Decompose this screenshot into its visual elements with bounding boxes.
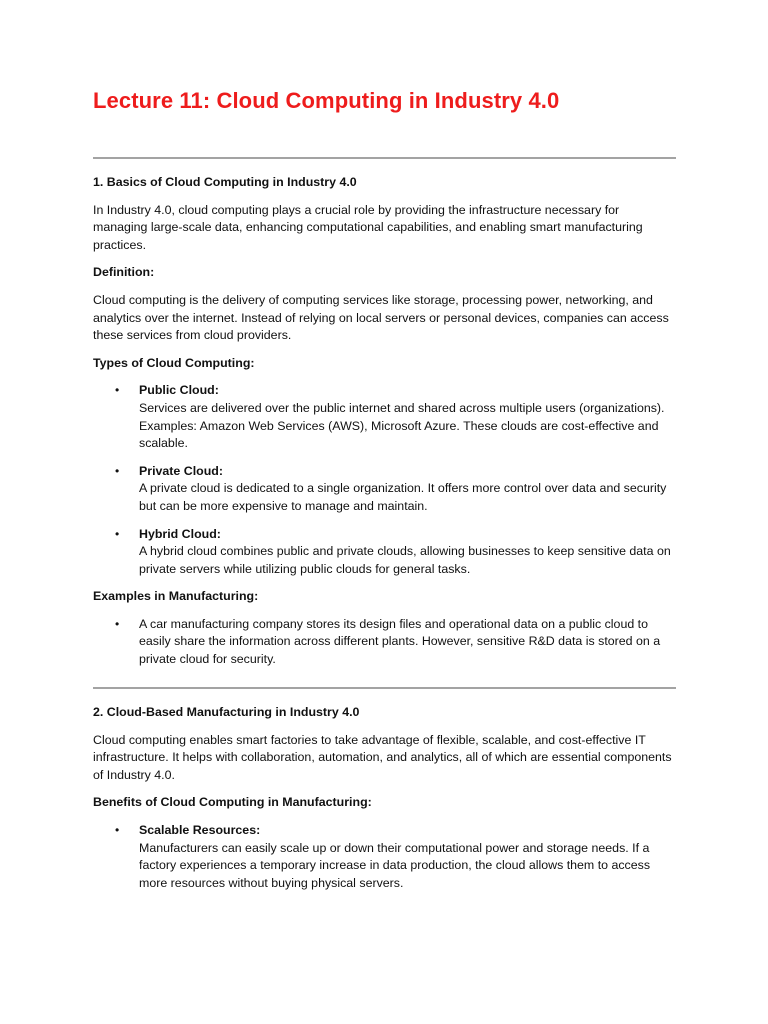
definition-text: Cloud computing is the delivery of computing services like storage, processing power, networking, and analytics over the internet. Instead of relying on local servers or personal devices, companies can access these services from cloud providers. bbox=[93, 292, 669, 343]
list-item-example bbox=[93, 616, 677, 669]
section-2 bbox=[93, 704, 677, 902]
list-item-text: Services are delivered over the public internet and shared across multiple users (organizations). Examples: Amazon Web Services (AWS), Microsoft Azure. These clouds are cost-effective and scalable. bbox=[139, 400, 665, 451]
list-item-title: Private Cloud: bbox=[139, 463, 223, 478]
bullet-icon: • bbox=[115, 383, 120, 398]
page-title: Lecture 11: Cloud Computing in Industry 4.0 bbox=[93, 88, 560, 113]
bullet-icon: • bbox=[115, 463, 120, 478]
section-2-heading: 2. Cloud-Based Manufacturing in Industry 4.0 bbox=[93, 705, 360, 719]
list-item-text: A car manufacturing company stores its design files and operational data on a public cloud to easily share the information across different plants. However, sensitive R&D data is stored on a private cloud for security. bbox=[139, 616, 661, 667]
section-1-heading: 1. Basics of Cloud Computing in Industry 4.0 bbox=[93, 175, 357, 189]
list-item-text: Manufacturers can easily scale up or down their computational power and storage needs. If a factory experiences a temporary increase in data production, the cloud allows them to access more resources without buying physical servers. bbox=[139, 840, 651, 890]
list-item-title: Scalable Resources: bbox=[139, 822, 261, 837]
horizontal-rule bbox=[93, 157, 676, 159]
list-item-title: Public Cloud: bbox=[139, 383, 219, 398]
cloud-types-list bbox=[93, 382, 677, 578]
list-item-text: A private cloud is dedicated to a single organization. It offers more control over data and security but can be more expensive to manage and maintain. bbox=[139, 481, 667, 513]
list-item-private-cloud bbox=[93, 463, 677, 516]
definition-label: Definition: bbox=[93, 265, 155, 280]
list-item-hybrid-cloud bbox=[93, 526, 677, 579]
types-label: Types of Cloud Computing: bbox=[93, 355, 255, 370]
benefits-list bbox=[93, 822, 677, 892]
section-2-intro: Cloud computing enables smart factories to take advantage of flexible, scalable, and cost-effective IT infrastructure. It helps with collaboration, automation, and analytics, all of which are essential components of Industry 4.0. bbox=[93, 732, 672, 782]
list-item-text: A hybrid cloud combines public and private clouds, allowing businesses to keep sensitive data on private servers while utilizing public clouds for general tasks. bbox=[139, 544, 671, 576]
list-item-scalable-resources bbox=[93, 822, 677, 892]
section-1-intro: In Industry 4.0, cloud computing plays a crucial role by providing the infrastructure necessary for managing large-scale data, enhancing computational capabilities, and enabling smart manufacturing practices. bbox=[93, 202, 643, 252]
bullet-icon: • bbox=[115, 822, 120, 837]
bullet-icon: • bbox=[115, 526, 120, 541]
list-item-public-cloud bbox=[93, 382, 677, 452]
list-item-title: Hybrid Cloud: bbox=[139, 526, 221, 541]
examples-list bbox=[93, 616, 677, 669]
examples-label: Examples in Manufacturing: bbox=[93, 589, 259, 604]
horizontal-rule bbox=[93, 687, 676, 689]
benefits-label: Benefits of Cloud Computing in Manufacturing: bbox=[93, 795, 372, 810]
section-1 bbox=[93, 174, 677, 679]
bullet-icon: • bbox=[115, 616, 120, 631]
